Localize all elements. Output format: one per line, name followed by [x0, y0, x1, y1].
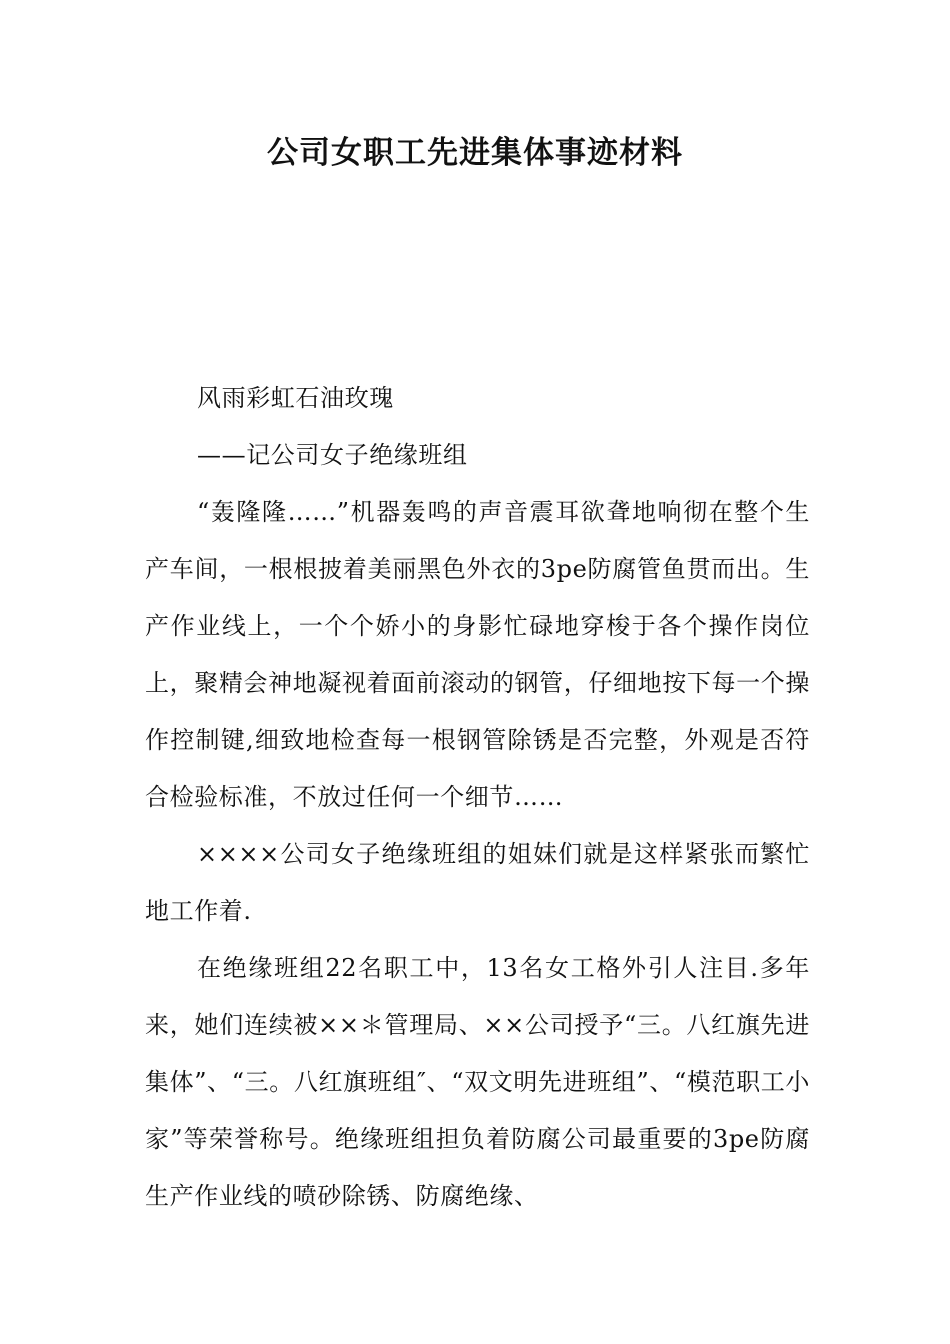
subtitle-paragraph: 风雨彩虹石油玫瑰	[197, 384, 394, 412]
subheading-paragraph: ——记公司女子绝缘班组	[197, 441, 468, 469]
body-paragraph: “轰隆隆……”机器轰鸣的声音震耳欲聋地响彻在整个生产车间，一根根披着美丽黑色外衣的3pe防腐管鱼贯而出。生产作业线上，一个个娇小的身影忙碌地穿梭于各个操作岗位上，聚精会神地凝视着面前滚动的钢管，仔细地按下每一个操作控制键,细致地检查每一根钢管除锈是否完整，外观是否符合检验标准，不放过任何一个细节……	[145, 498, 810, 811]
document-body	[145, 370, 810, 1225]
body-paragraph: 在绝缘班组22名职工中，13名女工格外引人注目.多年来，她们连续被××＊管理局、××公司授予“三。八红旗先进集体”、“三。八红旗班组″、“双文明先进班组”、“模范职工小家”等荣誉称号。绝缘班组担负着防腐公司最重要的3pe防腐生产作业线的喷砂除锈、防腐绝缘、	[145, 954, 810, 1210]
document-title: 公司女职工先进集体事迹材料	[267, 135, 683, 171]
body-paragraph: ××××公司女子绝缘班组的姐妹们就是这样紧张而繁忙地工作着.	[145, 840, 810, 925]
